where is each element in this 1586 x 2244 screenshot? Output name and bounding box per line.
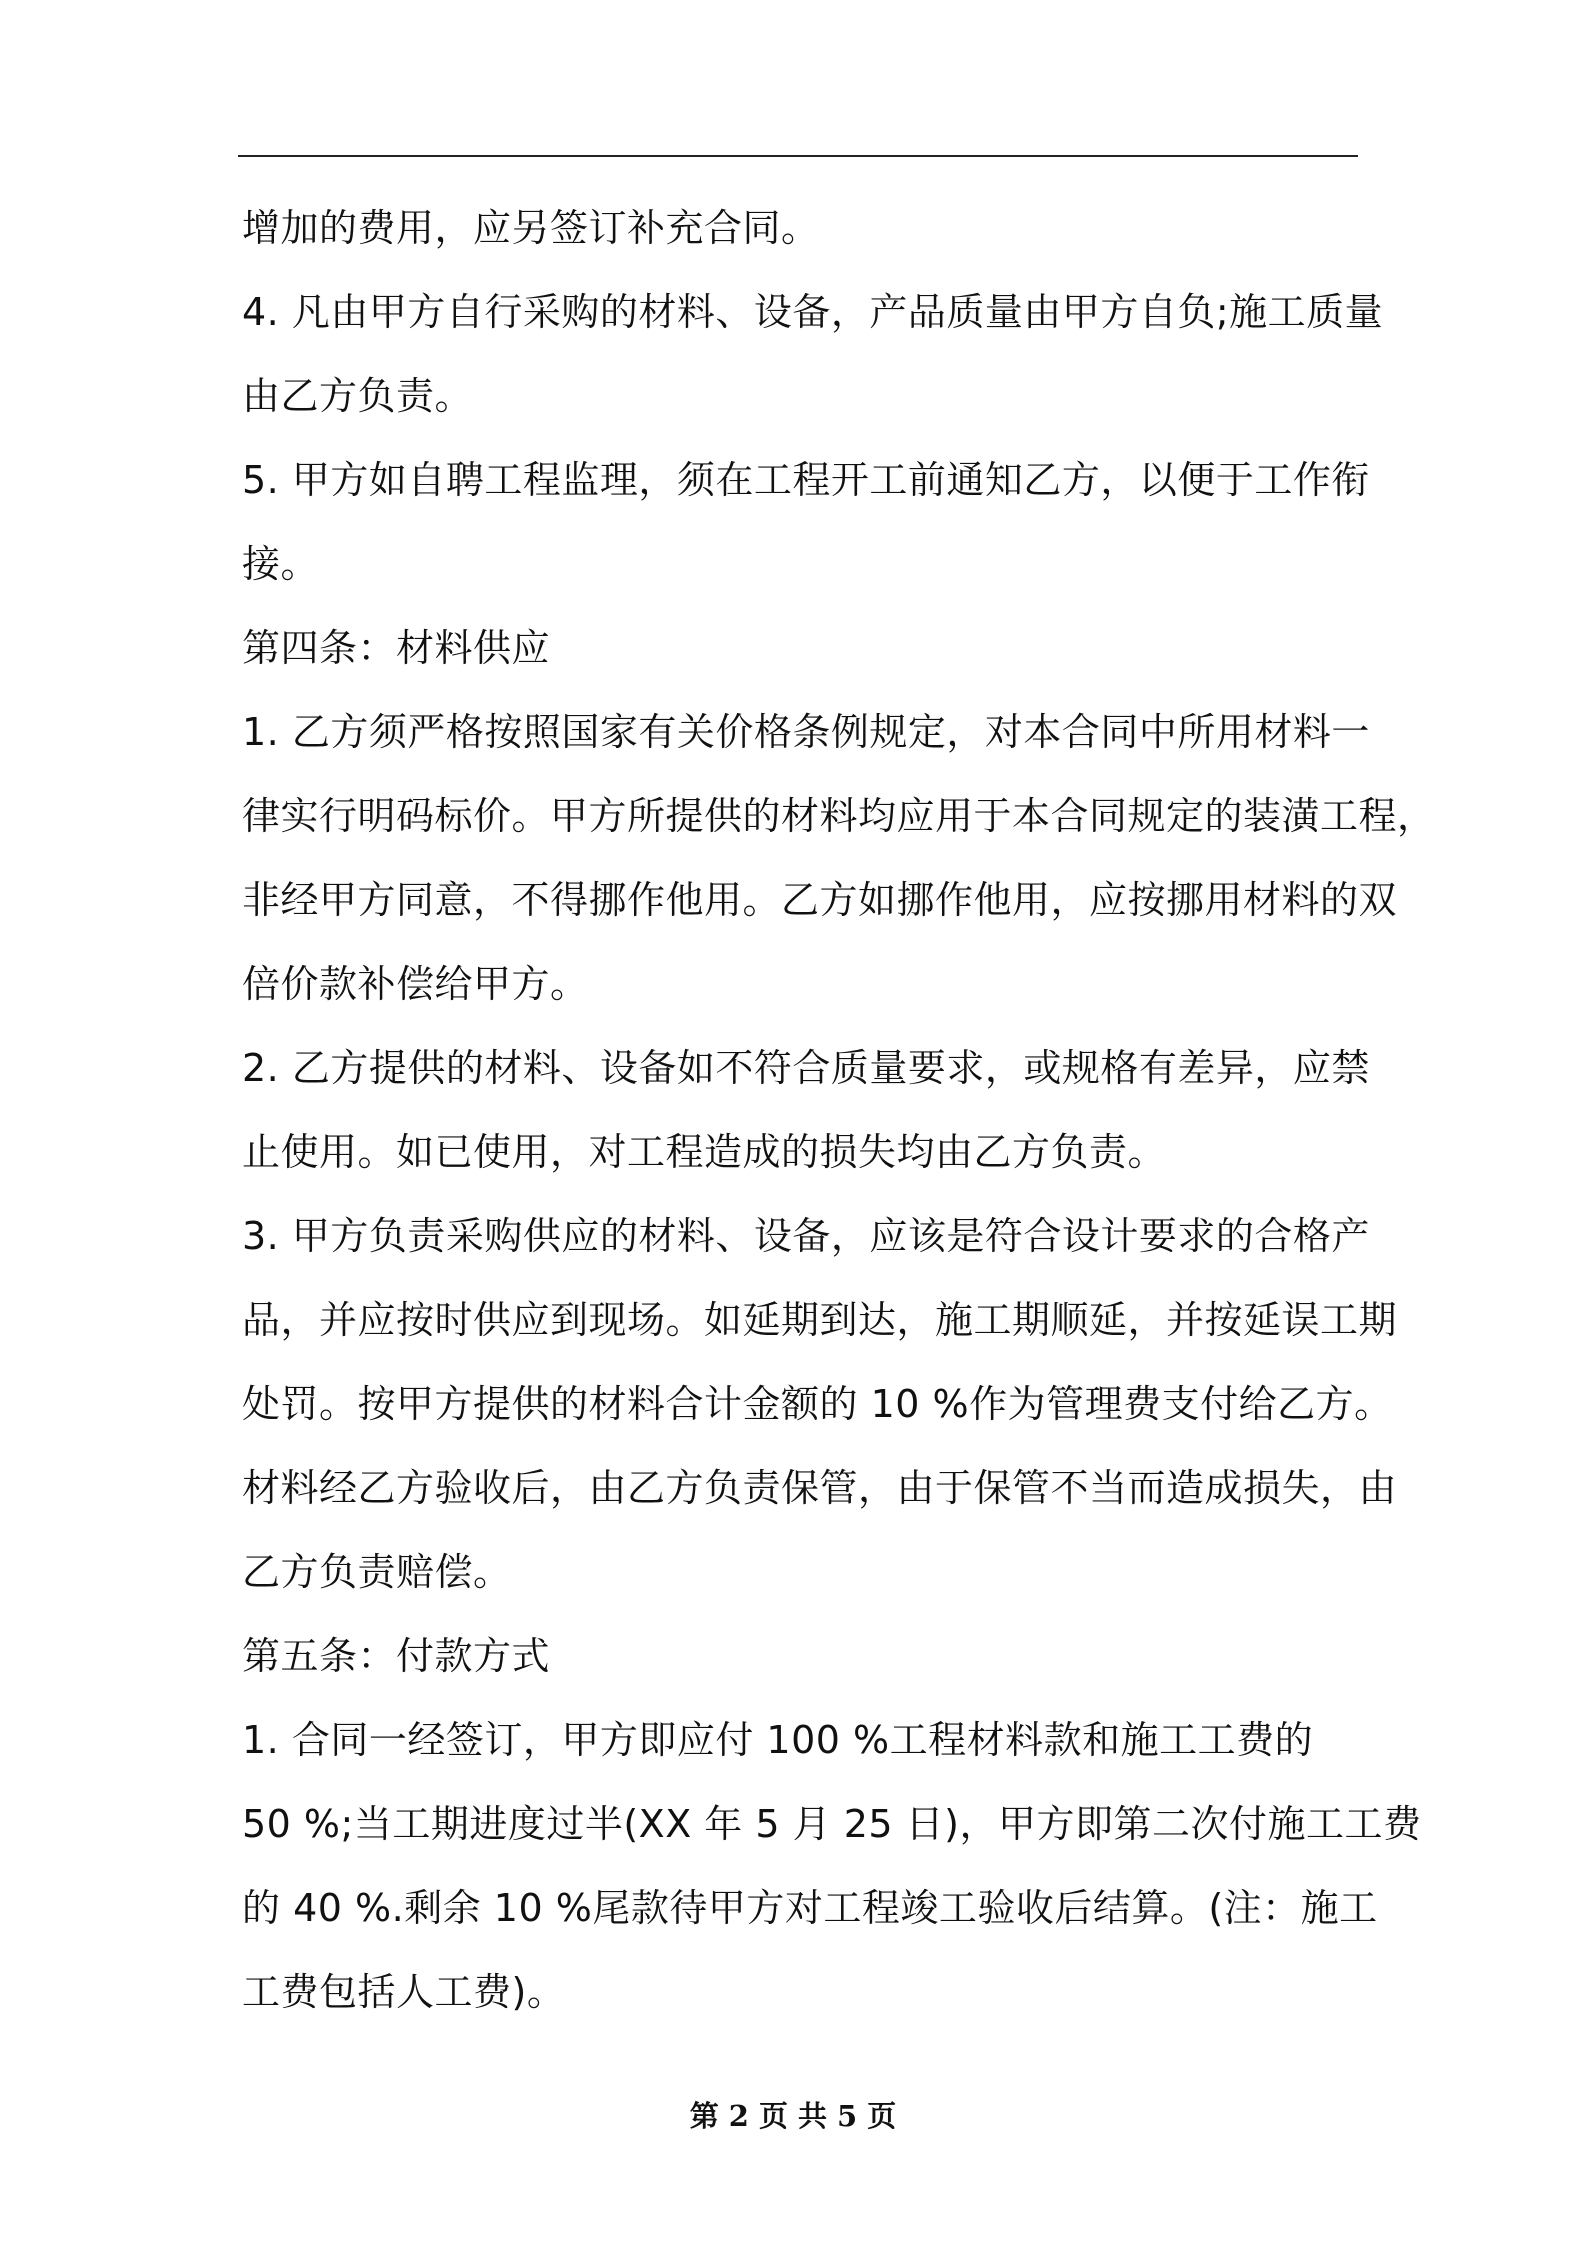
text-line: 律实行明码标价。甲方所提供的材料均应用于本合同规定的装潢工程，	[242, 794, 1436, 838]
text-line: 由乙方负责。	[242, 374, 474, 418]
text-line: 品，并应按时供应到现场。如延期到达，施工期顺延，并按延误工期	[242, 1298, 1398, 1342]
footer-label-prefix: 第	[689, 2099, 719, 2133]
header-divider	[238, 155, 1358, 157]
text-line: 倍价款补偿给甲方。	[242, 962, 589, 1006]
text-line: 接。	[242, 542, 320, 586]
current-page-number: 2	[728, 2099, 749, 2133]
footer-label-suffix: 页	[867, 2099, 897, 2133]
text-line: 乙方负责赔偿。	[242, 1550, 512, 1594]
footer-label-total: 共	[798, 2099, 828, 2133]
text-line: 1. 乙方须严格按照国家有关价格条例规定，对本合同中所用材料一	[242, 710, 1370, 754]
text-line: 材料经乙方验收后，由乙方负责保管，由于保管不当而造成损失，由	[242, 1466, 1398, 1510]
text-line: 5. 甲方如自聘工程监理，须在工程开工前通知乙方，以便于工作衔	[242, 458, 1370, 502]
total-page-count: 5	[837, 2099, 858, 2133]
text-line: 50 %;当工期进度过半(XX 年 5 月 25 日)，甲方即第二次付施工工费	[242, 1802, 1422, 1846]
text-line: 处罚。按甲方提供的材料合计金额的 10 %作为管理费支付给乙方。	[242, 1382, 1393, 1426]
section-heading: 第四条：材料供应	[242, 626, 551, 670]
text-line: 4. 凡由甲方自行采购的材料、设备，产品质量由甲方自负;施工质量	[242, 290, 1384, 334]
page-footer	[0, 2096, 1586, 2136]
text-line: 增加的费用，应另签订补充合同。	[242, 206, 820, 250]
text-line: 的 40 %.剩余 10 %尾款待甲方对工程竣工验收后结算。(注：施工	[242, 1886, 1378, 1930]
text-line: 工费包括人工费)。	[242, 1970, 566, 2014]
text-line: 止使用。如已使用，对工程造成的损失均由乙方负责。	[242, 1130, 1167, 1174]
section-heading: 第五条：付款方式	[242, 1634, 551, 1678]
text-line: 非经甲方同意，不得挪作他用。乙方如挪作他用，应按挪用材料的双	[242, 878, 1398, 922]
text-line: 1. 合同一经签订，甲方即应付 100 %工程材料款和施工工费的	[242, 1718, 1314, 1762]
footer-label-page: 页	[758, 2099, 788, 2133]
text-line: 2. 乙方提供的材料、设备如不符合质量要求，或规格有差异，应禁	[242, 1046, 1370, 1090]
text-line: 3. 甲方负责采购供应的材料、设备，应该是符合设计要求的合格产	[242, 1214, 1370, 1258]
document-body	[242, 198, 1436, 2046]
